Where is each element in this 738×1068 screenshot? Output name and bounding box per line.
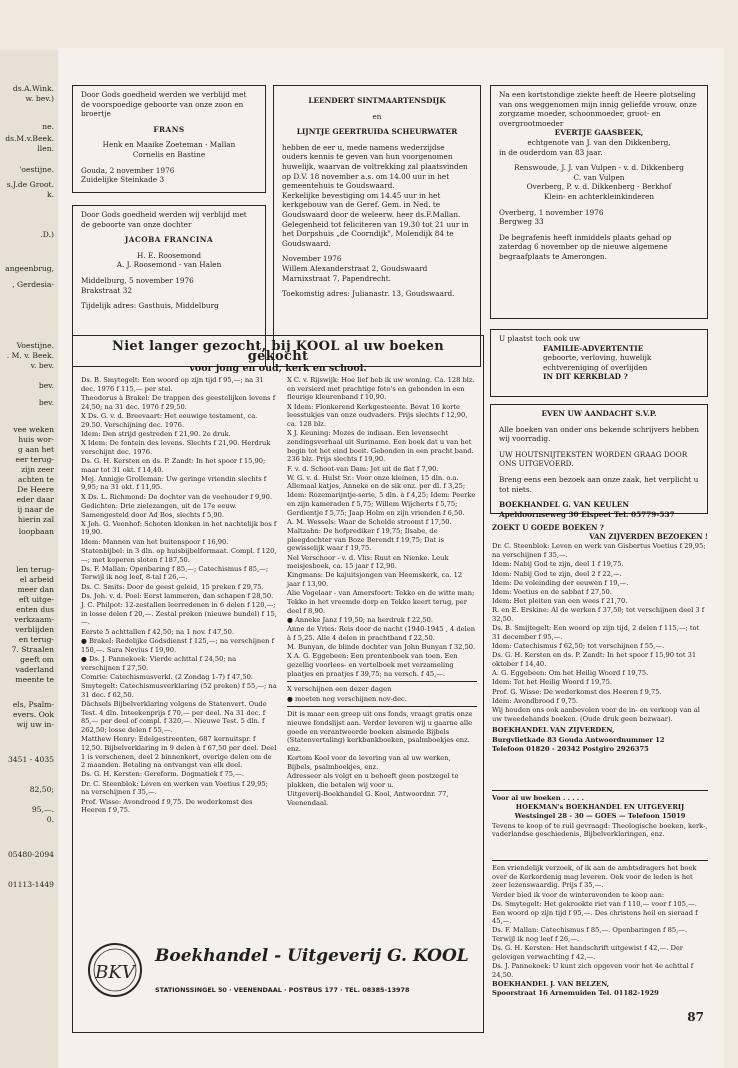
prev-page-fragment: 0.: [46, 815, 54, 824]
kool-column-left: [81, 376, 277, 916]
prev-page-fragment: 82,50;: [29, 785, 54, 794]
prev-page-fragment: huis wor-: [18, 435, 54, 444]
kool-headline-1: Niet langer gezocht, bij KOOL al uw boeken gekocht: [112, 339, 444, 364]
attention-text-2: UW HOUTSNIJTEKSTEN WORDEN GRAAG DOOR ONS UITGEVOERD.: [499, 449, 688, 469]
book-listing: X Ds. L. Richmond: De dochter van de veehouder f 9,90.: [81, 492, 273, 501]
promo-line-1: U plaatst toch ook uw: [499, 334, 581, 343]
book-listing: W. G. v. d. Hulst Sr.: Voor onze kleinen, 15 dln. o.a. Allemaal katjes, Anneke en de sik enz. per dl. f 3,25; Idem: Rozemarijntje-serie, 5 dln. à f 4,25; Idem: Peerke en zijn kameraden f 5,75; Willem Wijcherts f 5,75; Gerdientje f 5,75; Jaap Holm en zijn vrienden f 6,50.: [287, 473, 476, 517]
page-number: 87: [687, 1010, 704, 1024]
prev-page-fragment: eder daar: [16, 495, 54, 504]
wedding-announcement: [273, 85, 481, 367]
attention-text-3: Breng eens een bezoek aan onze zaak, het verplicht u tot niets.: [499, 474, 699, 494]
kool-closing-text: Kortom Kool voor de levering van al uw werken, Bijbels, psalmboekjes, enz.: [287, 754, 451, 772]
kool-bookshop-ad: [72, 335, 484, 1033]
kool-closing-text: Adresseer als volgt en u behoeft geen postzegel te plakken, die betalen wij voor u.: [287, 772, 459, 789]
promo-line-5: IN DIT KERKBLAD ?: [543, 372, 628, 382]
wedding-address-2: Marnixstraat 7, Papendrecht.: [282, 273, 391, 283]
kool-column-right: [287, 376, 477, 916]
hoekman-line-1: Voor al uw boeken . . . . .: [492, 794, 584, 802]
zijverden-book-item: Idem: Avondbrood f 9,75.: [492, 696, 579, 705]
prev-page-fragment: bev.: [38, 398, 54, 407]
prev-page-fragment: verblijden: [15, 625, 54, 634]
book-listing: Ds. G. H. Kersten en ds. P. Zandt: In het spoor f 15,90; maar tot 31 okt. f 14,40.: [81, 456, 266, 474]
book-listing: Gedichten: Drie zielezangen, uit de 17e eeuw. Samengesteld door Ad Bos, slechts f 5,90.: [81, 501, 237, 519]
bkv-monogram-icon: [87, 942, 143, 998]
book-listing: Comrie: Catechismusverkl. (2 Zondag 1-7) f 47,50.: [81, 672, 254, 681]
birth2-intro: Door Gods goedheid werden wij verblijd met de geboorte van onze dochter: [81, 210, 247, 229]
prev-page-fragment: loopbaan: [18, 527, 54, 536]
prev-page-fragment: ij naar de: [17, 505, 54, 514]
belzen-book-item: Ds. J. Pannekoek: U kunt zich opgeven voor het 4e achttal f 24,50.: [492, 962, 694, 979]
book-listing: Alie Vogelaar - van Amersfoort: Tekko en de witte man; Tekko in het vreemde dorp en Tekko keert terug, per deel f 8,90.: [287, 589, 475, 615]
prev-page-fragment: en terug-: [18, 635, 54, 644]
prev-page-fragment: angeenbrug,: [5, 264, 54, 273]
van-keulen-ad: [490, 404, 708, 519]
prev-page-fragment: . M. v. Beek.: [6, 351, 54, 360]
zijverden-book-item: Idem: Nabij God te zijn, deel 2 f 22,—.: [492, 569, 622, 578]
zijverden-book-item: Idem: Tot het Heilig Woord f 19,75.: [492, 678, 613, 687]
prev-page-fragment: els, Psalm-: [12, 700, 54, 709]
zijverden-book-item: Dr. C. Steenblok: Leven en werk van Gisbertus Voetius f 29,95; na verschijnen f 35,—.: [492, 542, 706, 560]
zijverden-book-item: Ds. G. H. Kersten en ds. P. Zandt: In het spoor f 15,90 tot 31 oktober f 14,40.: [492, 651, 697, 669]
hoekman-line-3: Westsingel 28 - 30 — GOES — Telefoon 15019: [514, 812, 686, 821]
relatives-4: Klein- en achterkleinkinderen: [543, 191, 655, 201]
book-listing: X A. G. Eggebeen: Een prentenboek van toen. Een gezellig voorlees- en vertelboek met verzameling plaatjes en praatjes f 39,75; na versch. f 45,—.: [287, 652, 458, 678]
previous-page-strip: [0, 50, 59, 1068]
death-date: Overberg, 1 november 1976: [499, 207, 604, 217]
book-listing: A. M. Wessels: Waar de Schelde stroomt f 17,50.: [287, 517, 452, 526]
prev-page-fragment: meente te: [15, 675, 54, 684]
death-announcement: [490, 85, 708, 319]
prev-page-fragment: 'oestijne.: [19, 165, 54, 174]
prev-page-fragment: achten te: [17, 475, 54, 484]
kool-closing-text: Dit is maar een greep uit ons fonds, vraagt gratis onze nieuwe fondslijst aan. Verder leveren wij u gaarne alle goede en verantwoorde boeken alsmede Bijbels (Statenvertaling) kerkbankboeken, psalmboekjes enz. enz.: [287, 710, 473, 754]
wedding-text-3: Gelegenheid tot feliciteren van 19.30 tot 21 uur in het Dorpshuis „de Coorndijk", Molendijk 84 te Goudswaard.: [282, 219, 469, 248]
belzen-book-item: Ds. G. H. Kersten: Het handschrift uitgewist f 42,—. Der gelovigen verwachting f 42,—.: [492, 944, 683, 962]
book-listing: Idem: Mannen van het buitenspoor f 16,90.: [81, 537, 229, 546]
prev-page-fragment: evers. Ook: [12, 710, 54, 719]
prev-page-fragment: k.: [46, 190, 54, 199]
prev-page-fragment: vaderland: [15, 665, 54, 674]
wedding-address-1: Willem Alexanderstraat 2, Goudswaard: [282, 263, 428, 273]
prev-page-fragment: s.J.de Groot.: [6, 180, 54, 189]
zijverden-shop: BOEKHANDEL VAN ZIJVERDEN,: [492, 726, 615, 735]
kool-headline-2: voor jong en oud, kerk en school.: [189, 363, 367, 375]
belzen-book-item: Ds. F. Mallan: Catechismus f 85,—. Openbaringen f 85,—. Terwijl ik nog leef f 26,—.: [492, 926, 688, 944]
prev-page-fragment: , Gerdesia-: [12, 280, 54, 289]
book-listing: ● Anneke Janz f 19,50; na herdruk f 22,50.: [287, 615, 433, 624]
birth-announcement-frans: [72, 85, 266, 193]
kool-logo-text: Boekhandel - Uitgeverij G. KOOL: [155, 946, 469, 966]
promo-line-4: echtvereniging of overlijden: [543, 362, 648, 372]
death-text: Na een kortstondige ziekte heeft de Heere plotseling van ons weggenomen mijn innig geliefde vrouw, onze zorgzame moeder, schoonmoeder, groot- en overgrootmoeder: [499, 90, 697, 128]
hoekman-ad: [492, 790, 708, 860]
prev-page-fragment: vee weken: [13, 425, 54, 434]
wedding-date: November 1976: [282, 254, 342, 264]
book-listing: Maltzahn: De hofprediker f 19,75; Ilsabe, de pleegdochter van Boze Berendt f 19,75; Dat is gewisselijk waar f 19,75.: [287, 526, 444, 553]
legend-x: X verschijnen een dezer dagen: [287, 685, 392, 694]
deceased-spouse: echtgenote van J. van den Dikkenberg,: [527, 137, 671, 147]
prev-page-fragment: enten dus: [16, 605, 54, 614]
deceased-name: EVERTJE GAASBEEK,: [554, 128, 644, 138]
zijverden-head-1: ZOEKT U GOEDE BOEKEN ?: [492, 523, 604, 532]
birth1-siblings: Cornelis en Bastine: [132, 149, 206, 159]
birth2-parent2: A. J. Roosemond - van Halen: [116, 260, 222, 270]
wedding-text-2: Kerkelijke bevestiging om 14.45 uur in het kerkgebouw van de Geref. Gem. in Ned. te Goudswaard door de weleerw. heer ds.F.Mallan.: [282, 190, 461, 219]
prev-page-fragment: eft uitge-: [18, 595, 54, 604]
prev-page-fragment: w. bev.): [25, 94, 54, 103]
van-keulen-address: Apeldoornseweg 30 Elspeet Tel. 05779-537: [499, 509, 675, 519]
book-listing: J. C. Philpot: 12-zestallen leerredenen in 6 delen f 120,—; in losse delen f 20,—. Zestal preken (nieuwe bundel) f 15,—.: [81, 601, 277, 627]
book-listing: Ds. B. Smytegelt: Een woord op zijn tijd f 95,—; na 31 dec. 1976 f 115,— per stel.: [81, 376, 264, 393]
birth1-address: Zuidelijke Steinkade 3: [81, 175, 165, 185]
attention-title: EVEN UW AANDACHT S.V.P.: [541, 409, 657, 418]
birth1-name: FRANS: [153, 124, 185, 134]
prev-page-fragment: 7. Straalen: [11, 645, 54, 654]
prev-page-fragment: .D.): [40, 230, 54, 239]
burial-text: De begrafenis heeft inmiddels plaats gehad op zaterdag 6 november op de nieuwe algemene begraafplaats te Amerongen.: [499, 232, 672, 261]
prev-page-fragment: zijn zeer: [21, 465, 54, 474]
van-belzen-ad: [492, 860, 708, 1010]
kool-logo-block: [81, 934, 473, 1024]
van-zijverden-ad: [492, 523, 708, 753]
book-listing: X Ds. G. v. d. Breevaart: Het eeuwige testament, ca. 29.50. Verschijning dec. 1976.: [81, 411, 258, 429]
prev-page-fragment: llen.: [37, 144, 54, 153]
book-listing: X C. v. Rijswijk: Hoe lief heb ik uw woning. Ca. 128 blz. en versierd met prachtige foto's en gebonden in een fleurige kleurenband f 10,90.: [287, 376, 475, 402]
birth1-intro: Door Gods goedheid werden we verblijd met de voorspoedige geboorte van onze zoon en broertje: [81, 90, 247, 119]
monogram-letters: BKV: [95, 962, 135, 983]
birth1-date: Gouda, 2 november 1976: [81, 165, 175, 175]
promo-line-3: geboorte, verloving, huwelijk: [543, 353, 652, 363]
newspaper-page: [58, 48, 724, 1068]
prev-page-fragment: el arbeid: [19, 575, 54, 584]
birth1-parents: Henk en Maaike Zoeteman - Mallan: [102, 140, 236, 150]
prev-page-fragment: v. bev.: [30, 361, 54, 370]
zijverden-book-item: Idem: De voleinding der eeuwen f 19,—.: [492, 578, 629, 587]
book-listing: Ds. Joh. v. d. Poel: Eerst lammeren, dan schapen f 28,50.: [81, 591, 274, 600]
book-listing: ● Brakel: Redelijke Godsdienst f 125,—; na verschijnen f 150,—. Sara Nevius f 19,90.: [81, 636, 275, 654]
relatives-1: Renswoude, J. J. van Vulpen - v. d. Dikkenberg: [514, 163, 684, 173]
zijverden-book-item: Idem: Nabij God te zijn, deel 1 f 19,75.: [492, 560, 624, 569]
birth2-name: JACOBA FRANCINA: [124, 235, 214, 245]
relatives-3: Overberg, P. v. d. Dikkenberg - Berkhof: [526, 182, 672, 192]
prev-page-fragment: 01113-1449: [7, 880, 54, 889]
book-listing: Idem: Den strijd gestreden f 21,90. 2e druk.: [81, 429, 231, 438]
wedding-text-1: hebben de eer u, mede namens wederzijdse ouders kennis te geven van hun voorgenomen huwelijk, waarvan de voltrekking zal plaatsvinden op D.V. 18 november a.s. om 14.00 uur in het gemeentehuis te Goudswaard.: [282, 142, 468, 191]
book-listing: Matthew Henry: Edelgestreenten, 687 kernuitspr. f 12,50. Bijbelverklaring in 9 delen à f 67,50 per deel. Deel 1 is verschenen, deel 2 binnenkort, overige delen om de 2 maanden. Betaling na ontvangst van elk deel.: [81, 735, 277, 770]
deceased-age: in de ouderdom van 83 jaar.: [499, 147, 603, 157]
prev-page-fragment: ds.A.Wink.: [12, 84, 54, 93]
book-listing: Smytegelt: Catechismusverklaring (52 preken) f 55,—; na 31 dec. f 62,50.: [81, 681, 277, 699]
groom-name: LEENDERT SINTMAARTENSDIJK: [308, 96, 446, 105]
book-listing: Dr. C. Steenblok: Leven en werken van Voetius f 29,95; na verschijnen f 35,—.: [81, 779, 268, 797]
book-listing: Anne de Vries: Reis door de nacht (1940-1945 , 4 delen à f 5,25. Alle 4 delen in prachtband f 22,50.: [287, 625, 476, 642]
book-listing: X Idem: Flonkerend Kerkgesteente. Bevat 16 korte leesstukjes van onze oudvaders. Prijs slechts f 12,90, ca. 128 blz.: [287, 402, 468, 429]
prev-page-fragment: 05480-2094: [7, 850, 54, 859]
birth2-parent1: H. E. Roosemond: [137, 250, 201, 260]
prev-page-fragment: Voestijne.: [16, 341, 54, 350]
birth2-temp-address: Tijdelijk adres: Gasthuis, Middelburg: [81, 301, 219, 311]
hoekman-line-2: HOEKMAN's BOEKHANDEL EN UITGEVERIJ: [515, 803, 685, 812]
birth2-address: Brakstraat 32: [81, 285, 133, 295]
van-keulen-name: BOEKHANDEL G. VAN KEULEN: [499, 500, 629, 510]
belzen-intro: Een vriendelijk verzoek, of ik aan de ambtsdragers het boek over de Kerkordenig mag leveren. Ook voor de leden is het zeer lezenswaardig. Prijs f 35,—.: [492, 864, 697, 890]
book-listing: X Joh. G. Veenhof: Schoten klonken in het nachtelijk bos f 19,90.: [81, 519, 277, 537]
zijverden-book-item: Wij houden ons ook aanbevolen voor de in- en verkoop van al uw tweedehands boeken. (Oude druk geen bezwaar).: [492, 706, 700, 723]
zijverden-book-item: A. G. Eggebeen: Om het Heilig Woord f 19,75.: [492, 669, 649, 678]
zijverden-book-item: Idem: Het pleiten van een wees f 21,70.: [492, 597, 628, 606]
prev-page-fragment: geeft om: [20, 655, 54, 664]
wedding-en: en: [372, 111, 382, 121]
book-listing: Ds. F. Mallan: Openbaring f 85,—; Catechismus f 85,—; Terwijl ik nog leef, 8-tal f 26,—.: [81, 564, 269, 582]
bride-name: LIJNTJE GEERTRUIDA SCHEURWATER: [296, 127, 458, 137]
prev-page-fragment: hierin zal: [17, 515, 54, 524]
book-listing: Ds. G. H. Kersten: Gereform. Dogmatiek f 75,—.: [81, 770, 244, 779]
kool-address: STATIONSSINGEL 50 · VEENENDAAL · POSTBUS 177 · TEL. 08385-13978: [155, 986, 410, 994]
belzen-intro-2: Verder bied ik voor de winteravonden te koop aan:: [492, 890, 665, 899]
prev-page-fragment: wij uw in-: [16, 720, 54, 729]
kool-closing-text: Uitgeverij-Boekhandel G. Kool, Antwoordnr. 77, Veenendaal.: [287, 790, 449, 807]
book-listing: Prof. Wisse: Avondrood f 9,75. De wederkomst des Heeren f 9,75.: [81, 797, 253, 815]
book-listing: Kingmans: De kajuitsjongen van Heemskerk, ca. 12 jaar f 13,90.: [287, 571, 463, 589]
promo-line-2: FAMILIE-ADVERTENTIE: [543, 343, 644, 353]
belzen-address: Spoorstraat 16 Arnemuiden Tel. 01182-1929: [492, 989, 659, 998]
book-listing: Mej. Annigje Grolleman: Uw geringe vriendin slechts f 9,95; na 31 okt. f 11,95.: [81, 474, 267, 492]
prev-page-fragment: bev.: [38, 381, 54, 390]
book-listing: Ds. C. Smits: Door de geest geleid, 15 preken f 29,75.: [81, 582, 264, 591]
legend-dot: ● moeten nog verschijnen nov-dec.: [287, 694, 407, 703]
prev-page-fragment: ne.: [42, 122, 54, 131]
zijverden-book-item: Idem: Voetius en de sabbat f 27,50.: [492, 587, 612, 596]
prev-page-fragment: meer dan: [17, 585, 54, 594]
book-listing: Eerste 5 achttallen f 42,50; na 1 nov. f 47,50.: [81, 627, 235, 636]
death-address: Bergweg 33: [499, 217, 544, 227]
family-ad-promo: [490, 329, 708, 397]
prev-page-fragment: eer terug-: [15, 455, 54, 464]
relatives-2: C. van Vulpen: [573, 172, 625, 182]
belzen-shop: BOEKHANDEL J. VAN BELZEN,: [492, 980, 610, 989]
zijverden-book-item: Ds. B. Smijtegelt: Een woord op zijn tijd, 2 delen f 115,—; tot 31 december f 95,—.: [492, 624, 700, 641]
belzen-book-item: Ds. Smytegelt: Het gekrookte riet van f 110,— voor f 105,—. Een woord op zijn tijd f 95,—. Des christens heil en sieraad f 45,—.: [492, 899, 698, 926]
book-listing: Statenbijbel: in 3 dln. op huisbijbelformaat. Compl. f 120,—; met koperen sloten f 187,50.: [81, 546, 277, 564]
zijverden-book-item: R. en E. Erskine: Al de werken f 37,50; tot verschijnen deel 3 f 32,50.: [492, 606, 705, 624]
book-listing: F. v. d. Schoot-van Dam: Jet uit de flat f 7,90.: [287, 464, 439, 473]
zijverden-book-item: Idem: Catechismus f 62,50; tot verschijnen f 55,—.: [492, 642, 665, 651]
prev-page-fragment: 95,—.: [31, 805, 54, 814]
book-listing: Dächsels Bijbelverklaring volgens de Statenvert. Oude Test. 4 dln. Inteekenprijs f 70,— per deel. Na 31 dec. f 85,— per deel of compl. f 320,—. Nieuwe Test. 5 dln. f 262,50; losse delen f 55,—.: [81, 699, 267, 734]
book-listing: ● Ds. J. Pannekoek: Vierde achttal f 24,50; na verschijnen f 27,50.: [81, 654, 237, 672]
book-listing: Theodorus à Brakel: De trappen des geestelijken levens f 24,50; na 31 dec. 1976 f 29,50.: [81, 393, 276, 411]
book-listing: Nel Verschoor - v. d. Vlis: Ruut en Nienke. Leuk meisjesboek, ca. 15 jaar f 12,90.: [287, 553, 449, 571]
prev-page-fragment: len terug-: [16, 565, 54, 574]
prev-page-fragment: verkzaam-: [14, 615, 54, 624]
prev-page-fragment: ds.M.v.Beek.: [5, 134, 54, 143]
zijverden-address-1: Burgvlietkade 83 Gouda Antwoordnummer 12: [492, 735, 665, 744]
attention-text-1: Alle boeken van onder ons bekende schrijvers hebben wij voorradig.: [499, 424, 699, 444]
wedding-address-3: Toekomstig adres: Julianastr. 13, Goudswaard.: [282, 289, 455, 299]
prev-page-fragment: De Heere: [17, 485, 54, 494]
hoekman-line-4: Tevens te koop of te ruil gevraagd: Theologische boeken, kerk-, vaderlandse geschiedenis, Bijbelverklaringen, enz.: [492, 821, 708, 839]
birth2-date: Middelburg, 5 november 1976: [81, 275, 194, 285]
prev-page-fragment: g aan het: [17, 445, 54, 454]
book-listing: X J. Keuning: Mozes de indiaan. Een levensecht zendingsverhaal uit Suriname. Een boek dat u van het begin tot het eind boeit. Gebonden in een pracht band. 236 blz. Prijs slechts f 19,90.: [287, 429, 474, 464]
zijverden-head-2: VAN ZIJVERDEN BEZOEKEN !: [589, 532, 708, 542]
book-listing: M. Bunyan, de blinde dochter van John Bunyan f 32,50.: [287, 643, 476, 652]
zijverden-book-item: Prof. G. Wisse: De wederkomst des Heeren f 9,75.: [492, 687, 662, 696]
prev-page-fragment: 3451 - 4035: [7, 755, 54, 764]
book-listing: X Idem: De fontein des levens. Slechts f 21,90. Herdruk verschijnt dec. 1976.: [81, 438, 271, 456]
zijverden-address-2: Telefoon 01820 - 20342 Postgiro 2926375: [492, 744, 649, 753]
